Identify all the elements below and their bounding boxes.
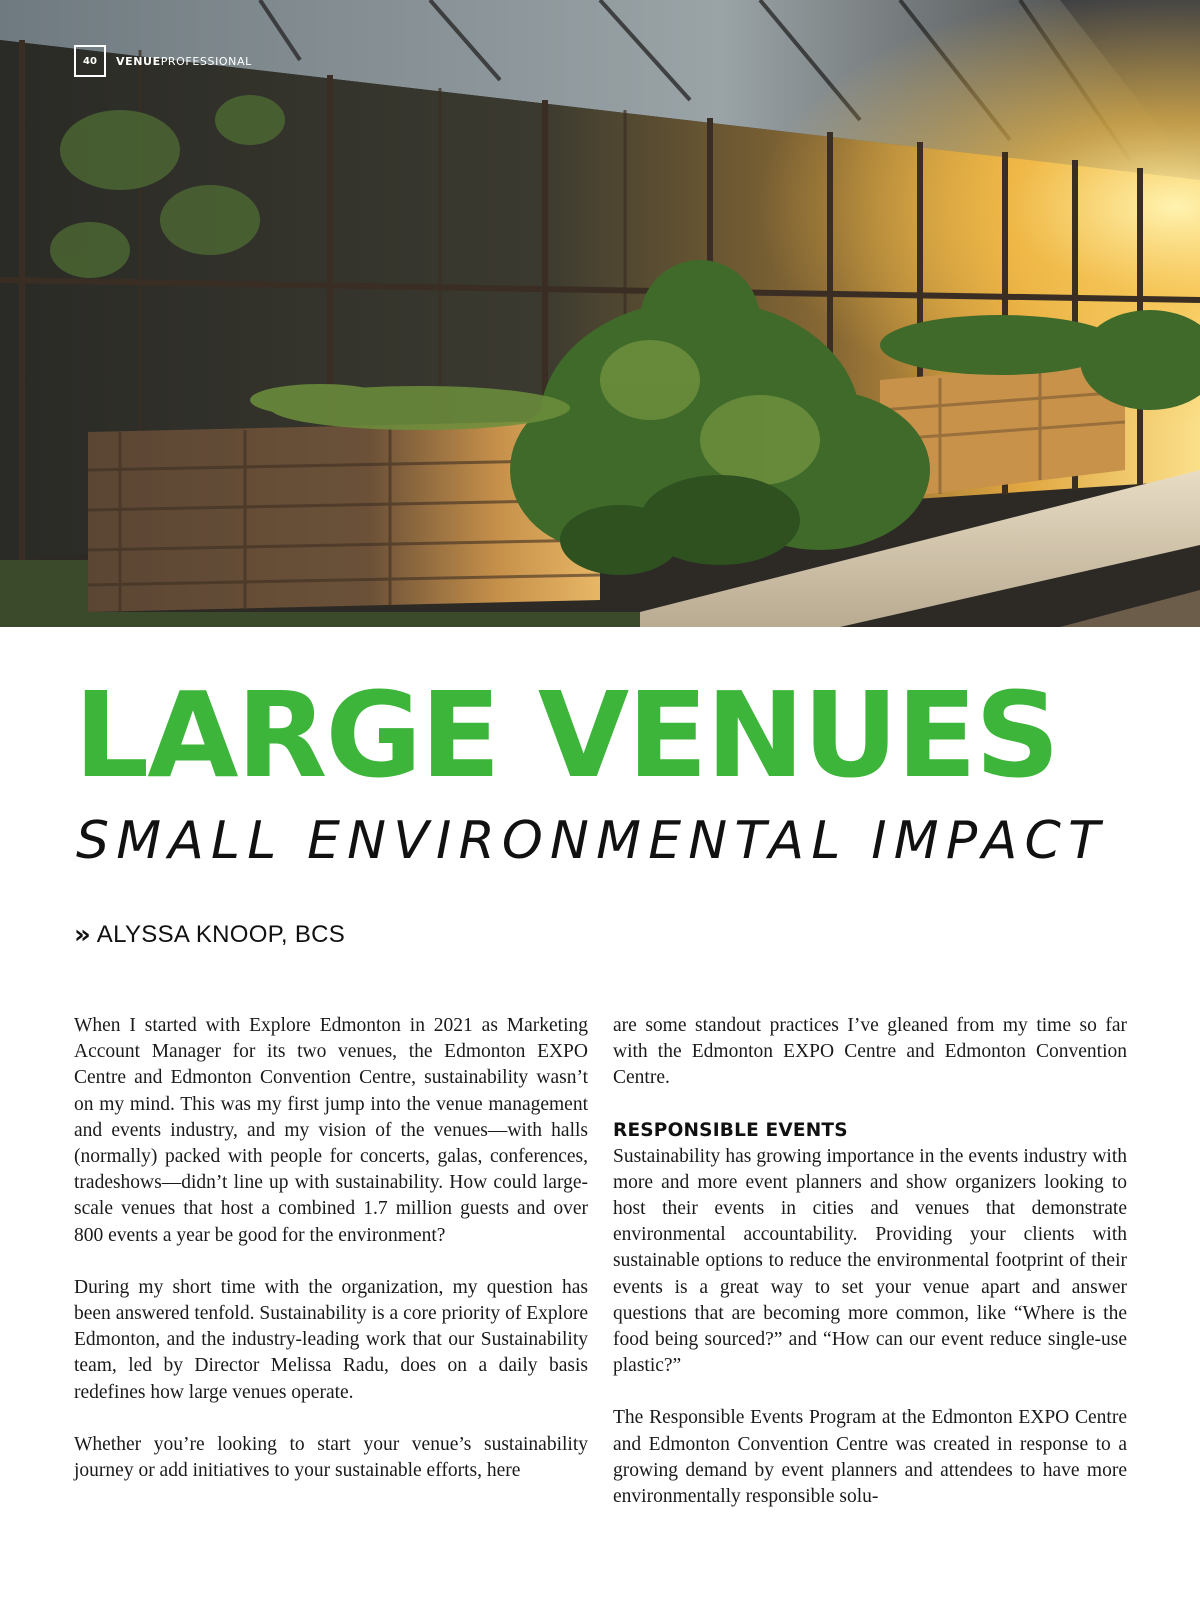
magazine-name-regular: PROFESSIONAL [160,54,252,68]
author-name: ALYSSA KNOOP, BCS [96,921,346,948]
magazine-name-bold: VENUE [116,54,161,68]
page-folio [74,45,252,77]
paragraph: During my short time with the organization, my question has been answered tenfold. Sustainability is a core priority of Explore Edmonton, and the industry-leading work that our Sustainability team, led by Director Melissa Radu, does on a daily basis redefines how large venues operate. [74,1276,588,1403]
body-column-right [613,1013,1127,1536]
paragraph: When I started with Explore Edmonton in 2021 as Marketing Account Manager for its two venues, the Edmonton EXPO Centre and Edmonton Convention Centre, sustainability wasn’t on my mind. This was my first jump into the venue management and events industry, and my vision of the venues—with halls (normally) packed with people for concerts, galas, conferences, tradeshows—didn’t line up with sustainability. How could large-scale venues that host a combined 1.7 million guests and over 800 events a year be good for the environment? [74,1015,588,1246]
byline [74,921,345,949]
page-number: 40 [74,45,106,77]
magazine-name [116,55,252,68]
body-column-left [74,1013,588,1510]
article-title: LARGE VENUES [74,666,1059,804]
double-chevron-icon: » [74,920,91,950]
section-heading: RESPONSIBLE EVENTS [613,1119,848,1141]
paragraph: Sustainability has growing importance in the events industry with more and more event planners and show organizers looking to host their events in cities and venues that demonstrate environmental accountability. Providing your clients with sustainable options to reduce the environmental footprint of their events is a great way to set your venue apart and answer questions that are becoming more common, like “Where is the food being sourced?” and “How can our event reduce single-use plastic?” [613,1145,1127,1377]
greenhouse-illustration [0,0,1200,627]
paragraph: Whether you’re looking to start your venue’s sustainability journey or add initiatives to your sustainable efforts, here [74,1433,588,1482]
paragraph: are some standout practices I’ve gleaned from my time so far with the Edmonton EXPO Centre and Edmonton Convention Centre. [613,1015,1127,1089]
hero-photo [0,0,1200,627]
paragraph: The Responsible Events Program at the Edmonton EXPO Centre and Edmonton Convention Centre was created in response to a growing demand by event planners and attendees to have more environmentally responsible solu- [613,1407,1127,1508]
article-subtitle: SMALL ENVIRONMENTAL IMPACT [76,811,1108,871]
